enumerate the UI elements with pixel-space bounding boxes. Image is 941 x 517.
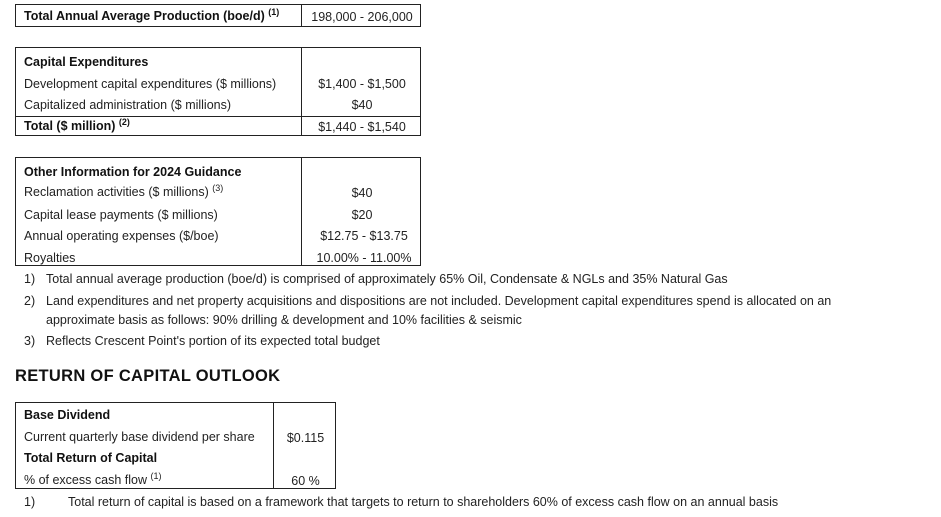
production-table bbox=[15, 4, 421, 27]
total-return-label: % of excess cash flow $^{(1)}$ bbox=[24, 471, 162, 487]
footnote-number: 1) bbox=[24, 272, 36, 286]
footnote-text: Total annual average production (boe/d) is comprised of approximately 65% Oil, Condensate & NGLs and 35% Natural Gas bbox=[46, 272, 728, 286]
capex-table bbox=[15, 47, 421, 136]
other-row-label: Royalties bbox=[24, 251, 76, 265]
production-footnote-ref: (1) bbox=[268, 7, 280, 17]
capex-total-ref: (2) bbox=[118, 117, 130, 127]
other-info-table bbox=[15, 157, 421, 266]
capex-row-value: $40 bbox=[351, 98, 373, 112]
footnote-2 bbox=[24, 294, 831, 308]
footnote-text: Reflects Crescent Point's portion of its expected total budget bbox=[46, 334, 380, 348]
other-row-value: $20 bbox=[351, 208, 373, 222]
total-return-heading: Total Return of Capital bbox=[24, 451, 158, 465]
other-row-label: Reclamation activities ($ millions) $^{(3)}$ bbox=[24, 183, 224, 199]
other-row-ref: (3) bbox=[212, 183, 224, 193]
base-dividend-label: Current quarterly base dividend per share bbox=[24, 430, 255, 444]
other-heading: Other Information for 2024 Guidance bbox=[24, 165, 242, 179]
other-row-label: Capital lease payments ($ millions) bbox=[24, 208, 218, 222]
base-dividend-heading: Base Dividend bbox=[24, 408, 111, 422]
footnote-1 bbox=[24, 272, 728, 286]
footnote-text: Land expenditures and net property acquisitions and dispositions are not included. Development capital expenditures spend is allocated on an bbox=[46, 294, 832, 308]
footnote-text: Total return of capital is based on a framework that targets to return to shareholders 60% of excess cash flow on an annual basis bbox=[68, 495, 779, 509]
footnote-number: 1) bbox=[24, 495, 36, 509]
capex-row-label: Capitalized administration ($ millions) bbox=[24, 98, 232, 112]
other-row-value: 10.00% - 11.00% bbox=[316, 251, 412, 265]
total-return-ref: (1) bbox=[150, 471, 162, 481]
return-of-capital-table bbox=[15, 402, 336, 489]
footnote-2-continued: approximate basis as follows: 90% drilling & development and 10% facilities & seismic bbox=[46, 313, 522, 327]
production-label: Total Annual Average Production (boe/d) $^{(1)}$ bbox=[24, 7, 280, 23]
other-row-value: $12.75 - $13.75 bbox=[320, 229, 408, 243]
footnote-3 bbox=[24, 334, 380, 348]
capex-heading: Capital Expenditures bbox=[24, 55, 149, 69]
section-title: RETURN OF CAPITAL OUTLOOK bbox=[15, 367, 281, 385]
production-value: 198,000 - 206,000 bbox=[311, 10, 413, 24]
total-return-value: 60 % bbox=[291, 474, 320, 488]
capex-total-label: Total ($ million) $^{(2)}$ bbox=[24, 117, 130, 133]
capex-total-value: $1,440 - $1,540 bbox=[318, 120, 406, 134]
other-row-label: Annual operating expenses ($/boe) bbox=[24, 229, 219, 243]
base-dividend-value: $0.115 bbox=[286, 431, 325, 445]
footnote-number: 2) bbox=[24, 294, 36, 308]
footnote-number: 3) bbox=[24, 334, 36, 348]
capex-row-label: Development capital expenditures ($ millions) bbox=[24, 77, 277, 91]
capex-row-value: $1,400 - $1,500 bbox=[318, 77, 406, 91]
other-row-value: $40 bbox=[351, 186, 373, 200]
return-footnote bbox=[24, 495, 778, 509]
